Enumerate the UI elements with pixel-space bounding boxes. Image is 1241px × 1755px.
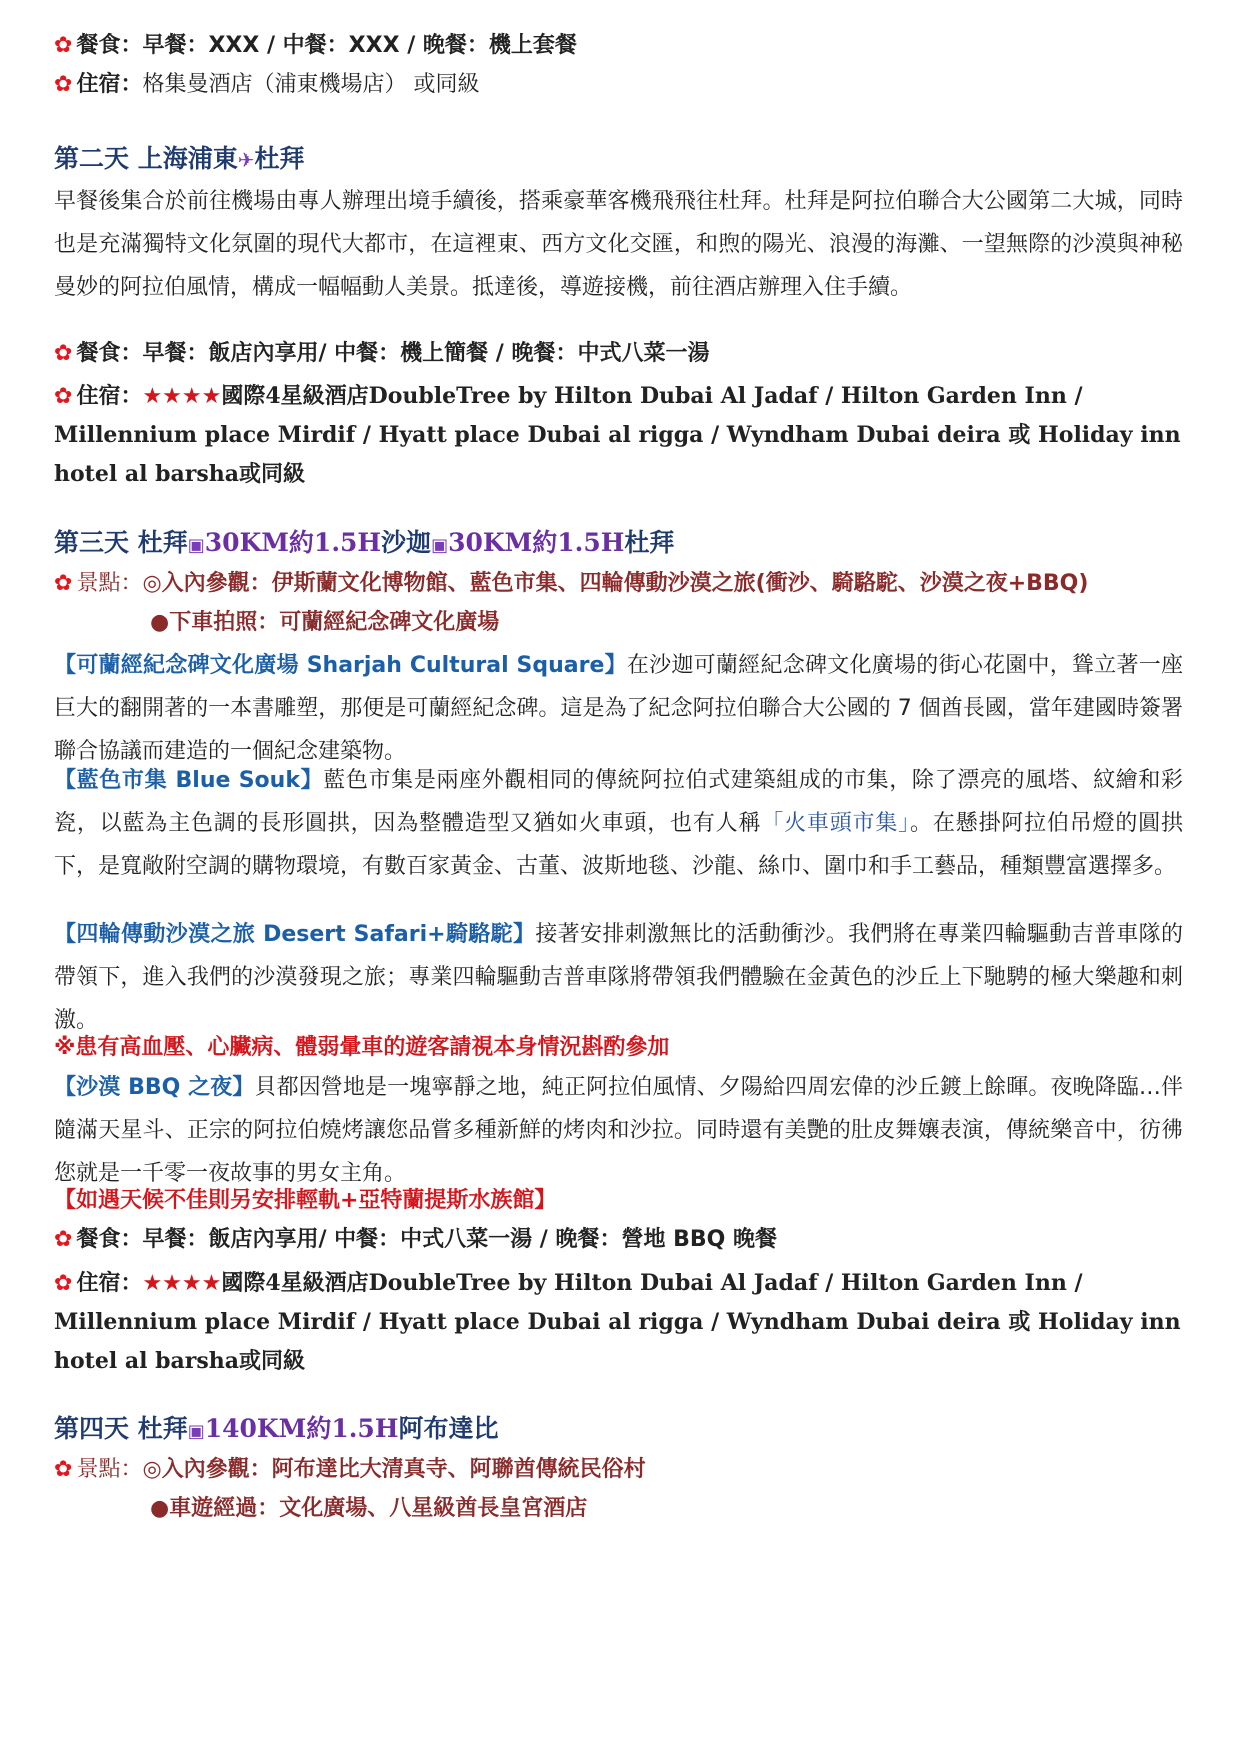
day2-meal-text: 餐食：早餐：飯店內享用/ 中餐：機上簡餐 / 晚餐：中式八菜一湯 [76,341,710,366]
day3-p2-body-a: 藍色市集是兩座外觀相同的傳統阿拉伯式建築組成的市集，除了漂亮的風塔、紋繪和彩瓷，以藍為主色調的長形圓拱，因為整體造型又猶如火車頭，也有人稱 [54,768,1183,836]
day2-heading-a: 第二天 上海浦東 [54,144,238,173]
day2-body: 早餐後集合於前往機場由專人辦理出境手續後，搭乘豪華客機飛飛往杜拜。杜拜是阿拉伯聯合大公國第二大城，同時也是充滿獨特文化氛圍的現代大都市，在這裡東、西方文化交匯，和煦的陽光、浪漫的海灘、一望無際的沙漠與神秘曼妙的阿拉伯風情，構成一幅幅動人美景。抵達後，導遊接機，前往酒店辦理入住手續。 [54,189,1183,300]
day4-heading-b: 140KM約1.5H [204,1414,399,1443]
day3-p1-head: 【可蘭經紀念碑文化廣場 Sharjah Cultural Square】 [54,653,627,678]
day3-warning-text: ※患有高血壓、心臟病、體弱暈車的遊客請視本身情況斟酌參加 [54,1035,670,1060]
day2-stay-value: 國際4星級酒店DoubleTree by Hilton Dubai Al Jadaf / Hilton Garden Inn / Millennium place Mirdif / Hyatt place Dubai al rigga / Wyndham Dubai deira 或 Holiday inn hotel al barsha或同級 [54,383,1181,487]
day3-alt-text: 【如遇天候不佳則另安排輕軌+亞特蘭提斯水族館】 [54,1188,557,1213]
day3-p2-keyword: 「火車頭市集」 [761,811,910,836]
top-meal-text: 餐食：早餐：XXX / 中餐：XXX / 晚餐：機上套餐 [76,33,577,58]
day4-spots-label: 景點： [76,1457,143,1482]
day3-meal-text: 餐食：早餐：飯店內享用/ 中餐：中式八菜一湯 / 晚餐：營地 BBQ 晚餐 [76,1227,778,1252]
day3-stay-value: 國際4星級酒店DoubleTree by Hilton Dubai Al Jadaf / Hilton Garden Inn / Millennium place Mirdif / Hyatt place Dubai al rigga / Wyndham Dubai deira 或 Holiday inn hotel al barsha或同級 [54,1270,1181,1374]
day2-heading [54,142,305,177]
day3-heading-e: 杜拜 [624,528,675,557]
day3-p2-head: 【藍色市集 Blue Souk】 [54,768,324,793]
day3-spots-in: ◎入內參觀：伊斯蘭文化博物館、藍色市集、四輪傳動沙漠之旅(衝沙、騎駱駝、沙漠之夜+BBQ) [142,571,1089,596]
bus-icon: ▣ [187,535,205,556]
top-meal-row [54,30,1187,62]
day3-meal-row [54,1224,1187,1256]
day3-p1 [54,644,1183,773]
flower-icon: ✿ [54,1271,73,1296]
day3-heading-b: 30KM約1.5H [204,528,382,557]
day4-heading [54,1412,498,1449]
day3-stay-row [54,1264,1181,1381]
flower-icon: ✿ [54,341,73,366]
day3-p2 [54,759,1183,888]
star-rating: ★★★★ [142,1271,222,1296]
day3-photo-row [150,607,1187,639]
bus-icon: ▣ [431,535,449,556]
day3-p4-body: 貝都因營地是一塊寧靜之地，純正阿拉伯風情、夕陽給四周宏偉的沙丘鍍上餘暉。夜晚降臨…伴隨滿天星斗、正宗的阿拉伯燒烤讓您品嘗多種新鮮的烤肉和沙拉。同時還有美艷的肚皮舞孃表演，傳統樂音中，彷彿您就是一千零一夜故事的男女主角。 [54,1075,1183,1186]
day3-alt [54,1185,1187,1217]
day3-p2-body-b: 。在懸掛阿拉伯吊燈的圓拱下，是寬敞附空調的購物環境，有數百家黃金、古董、波斯地毯、沙龍、絲巾、圍巾和手工藝品，種類豐富選擇多。 [54,811,1183,879]
day3-heading-d: 30KM約1.5H [448,528,625,557]
day2-heading-b: 杜拜 [254,144,305,173]
flower-icon: ✿ [54,1227,73,1252]
day4-spots-row [54,1454,1187,1486]
day2-stay-row [54,377,1181,494]
day3-p3-body: 接著安排刺激無比的活動衝沙。我們將在專業四輪驅動吉普車隊的帶領下，進入我們的沙漠發現之旅；專業四輪驅動吉普車隊將帶領我們體驗在金黃色的沙丘上下馳騁的極大樂趣和刺激。 [54,922,1183,1033]
day3-p3 [54,913,1183,1042]
top-stay-value: 格集曼酒店（浦東機場店） 或同級 [142,72,480,97]
day2-stay-label: 住宿： [76,384,143,409]
day4-heading-a: 第四天 杜拜 [54,1414,188,1443]
bus-icon: ▣ [187,1421,205,1442]
day3-stay-label: 住宿： [76,1271,143,1296]
day3-heading-c: 沙迦 [381,528,432,557]
flower-icon: ✿ [54,33,73,58]
day3-p3-head: 【四輪傳動沙漠之旅 Desert Safari+騎駱駝】 [54,922,536,947]
top-stay-row [54,69,1187,101]
day3-warning [54,1032,1187,1064]
flower-icon: ✿ [54,384,73,409]
day2-meal-row [54,338,1187,370]
day3-heading-a: 第三天 杜拜 [54,528,188,557]
flower-icon: ✿ [54,1457,73,1482]
plane-icon: ✈ [237,148,255,172]
flower-icon: ✿ [54,72,73,97]
top-stay-label: 住宿： [76,72,143,97]
day3-p4-head: 【沙漠 BBQ 之夜】 [54,1075,255,1100]
day4-spots-drive: ●車遊經過：文化廣場、八星級酋長皇宮酒店 [150,1496,588,1521]
day4-spots-in: ◎入內參觀：阿布達比大清真寺、阿聯酋傳統民俗村 [142,1457,646,1482]
day3-p1-body: 在沙迦可蘭經紀念碑文化廣場的街心花園中，聳立著一座巨大的翻開著的一本書雕塑，那便是可蘭經紀念碑。這是為了紀念阿拉伯聯合大公國的 7 個酋長國，當年建國時簽署聯合協議而建造的一個紀念建築物。 [54,653,1183,764]
day3-heading [54,526,674,563]
day3-spots-photo: ●下車拍照：可蘭經紀念碑文化廣場 [150,610,500,635]
day4-heading-c: 阿布達比 [398,1414,499,1443]
day4-drive-row [150,1493,1187,1525]
day3-p4 [54,1066,1183,1195]
flower-icon: ✿ [54,571,73,596]
star-rating: ★★★★ [142,384,222,409]
day3-spots-row [54,568,1187,600]
day3-spots-label: 景點： [76,571,143,596]
